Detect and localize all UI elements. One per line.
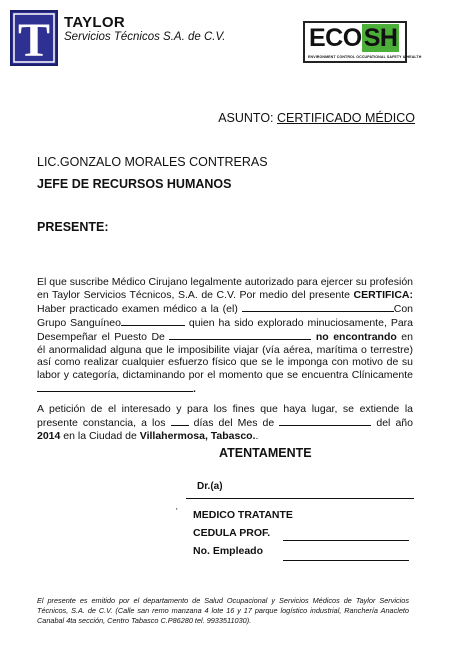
addressee-name: LIC.GONZALO MORALES CONTRERAS <box>37 155 268 169</box>
subject-label: ASUNTO: <box>218 111 274 125</box>
p1-text-e: en él anormalidad alguna que le imposibilite viajar (vía aérea, marítima o terrestre) así como realizar cualquier esfuerzo físico que se le imponga con motivo de su labor y categoría, dictaminando por el momento que se encuentra Clínicamente <box>37 330 413 382</box>
p1-text-d: quien ha sido explorado minuciosamente, Para Desempeñar el Puesto De <box>37 316 413 343</box>
company-subtitle: Servicios Técnicos S.A. de C.V. <box>64 31 226 43</box>
ecosh-word-left: ECO <box>309 24 362 52</box>
ecosh-wordmark <box>309 25 399 51</box>
ecosh-word-right: SH <box>363 24 398 52</box>
ecosh-badge <box>303 21 422 63</box>
logo-t-icon <box>12 12 56 64</box>
company-name: TAYLOR <box>64 14 125 31</box>
p1-text-c: Con Grupo Sanguíneo <box>37 302 413 329</box>
role-label: MEDICO TRATANTE <box>193 509 293 521</box>
logo-letter: T <box>17 14 51 64</box>
p2-end: . <box>255 429 259 442</box>
issuance-paragraph <box>37 403 413 443</box>
doctor-label: Dr.(a) <box>197 481 223 492</box>
certificate-paragraph <box>37 276 413 396</box>
signature-line <box>186 498 414 499</box>
salutation: PRESENTE: <box>37 220 109 234</box>
license-field-line <box>283 540 409 541</box>
p1-end: . <box>193 383 196 396</box>
p2-text-c: del año <box>371 416 413 429</box>
day-blank <box>171 416 189 426</box>
clinical-status-blank <box>37 382 193 392</box>
closing-regards: ATENTAMENTE <box>219 446 312 460</box>
license-label: CEDULA PROF. <box>193 527 271 539</box>
patient-name-blank <box>242 302 394 312</box>
footer-note: El presente es emitido por el departamento de Salud Ocupacional y Servicios Médicos de Taylor Servicios Técnicos, S.A. de C.V. (Calle san remo manzana 4 lote 16 y 17 parque logístico industrial, Ranchería Anacleto Canabal 4ta sección, Centro Tabasco C.P86280 tel. 9933511030). <box>37 596 409 625</box>
employee-field-line <box>283 560 409 561</box>
subject-value: CERTIFICADO MÉDICO <box>277 111 415 125</box>
blood-type-blank <box>121 316 185 326</box>
p1-text-b: Haber practicado examen médico a la (el) <box>37 302 242 315</box>
p2-year: 2014 <box>37 429 61 442</box>
p2-text-a: A petición de el interesado y para los fines que haya lugar, se extiende la presente constancia, a los <box>37 403 413 429</box>
p1-no-encontrando: no encontrando <box>315 330 397 343</box>
position-blank <box>169 330 311 340</box>
tick-mark: ' <box>176 507 178 516</box>
subject-line <box>218 111 415 125</box>
ecosh-tagline: ENVIRONMENT CONTROL OCCUPATIONAL SAFETY & HEALTH <box>308 55 422 59</box>
company-logo <box>10 10 58 66</box>
p1-certifica: CERTIFICA: <box>353 288 413 301</box>
p2-city: Villahermosa, Tabasco. <box>139 429 256 442</box>
month-blank <box>279 416 371 426</box>
p2-text-d: en la Ciudad de <box>60 429 140 442</box>
addressee-role: JEFE DE RECURSOS HUMANOS <box>37 177 232 191</box>
p1-text-a: El que suscribe Médico Cirujano legalmente autorizado para ejercer su profesión en Taylor Servicios Técnicos, S.A. de C.V. Por medio del presente <box>37 276 413 301</box>
p2-text-b: días del Mes de <box>188 416 280 429</box>
employee-label: No. Empleado <box>193 545 264 557</box>
